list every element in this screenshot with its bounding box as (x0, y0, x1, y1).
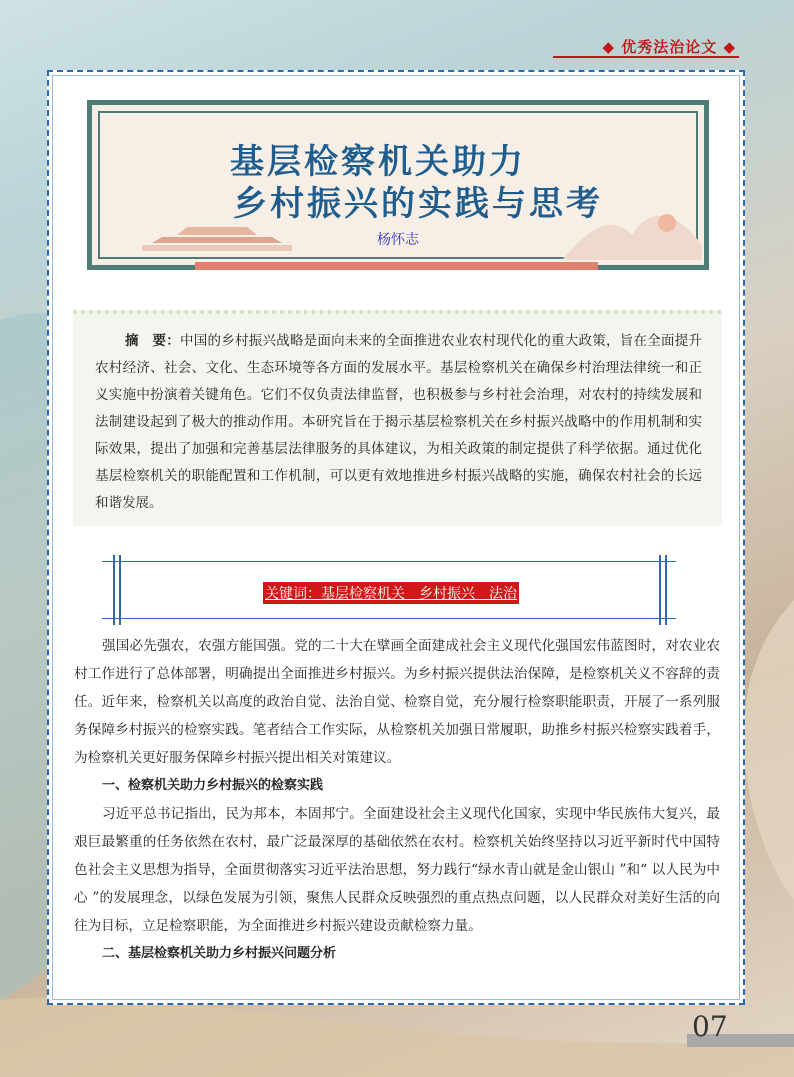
keywords-frame-left-bar (113, 555, 115, 625)
paragraph-2: 习近平总书记指出，民为邦本，本固邦宁。全面建设社会主义现代化国家，实现中华民族伟大复兴，最艰巨最繁重的任务依然在农村，最广泛最深厚的基础依然在农村。检察机关始终坚持以习近平新时代中国特色社会主义思想为指导，全面贯彻落实习近平法治思想，努力践行“绿水青山就是金山银山 ”和“ 以人民为中心 ”的发展理念，以绿色发展为引领，聚焦人民群众反映强烈的重点热点问题，以人民群众对美好生活的向往为目标，立足检察职能，为全面推进乡村振兴建设贡献检察力量。 (74, 806, 720, 934)
keywords-frame-right-bar-2 (665, 555, 667, 625)
abstract-text (95, 328, 702, 517)
keywords-frame-left-bar-2 (119, 555, 121, 625)
section-heading-2: 二、基层检察机关助力乡村振兴问题分析 (102, 946, 337, 961)
section-tag: ◆ 优秀法治论文 ◆ (602, 38, 736, 56)
article-title-line-2: 乡村振兴的实践与思考 (233, 184, 603, 224)
keywords: 关键词：基层检察机关 乡村振兴 法治 (263, 582, 519, 604)
article-body (74, 632, 720, 968)
paragraph-1: 强国必先强农，农强方能国强。党的二十大在擘画全面建成社会主义现代化强国宏伟蓝图时，对农业农村工作进行了总体部署，明确提出全面推进乡村振兴。为乡村振兴提供法治保障，是检察机关义不容辞的责任。近年来，检察机关以高度的政治自觉、法治自觉、检察自觉，充分履行检察职能职责，开展了一系列服务保障乡村振兴的检察实践。笔者结合工作实际，从检察机关加强日常履职，助推乡村振兴检察实践着手，为检察机关更好服务保障乡村振兴提出相关对策建议。 (74, 638, 720, 766)
title-frame-base (195, 262, 598, 270)
section-heading-1: 一、检察机关助力乡村振兴的检察实践 (102, 778, 324, 793)
header-divider (553, 56, 739, 58)
abstract-label: 摘 要： (125, 333, 180, 349)
abstract-body: 中国的乡村振兴战略是面向未来的全面推进农业农村现代化的重大政策，旨在全面提升农村经济、社会、文化、生态环境等各方面的发展水平。基层检察机关在确保乡村治理法律统一和正义实施中扮演着关键角色。它们不仅负责法律监督，也积极参与乡村社会治理，对农村的持续发展和法制建设起到了极大的推动作用。本研究旨在于揭示基层检察机关在乡村振兴战略中的作用机制和实际效果，提出了加强和完善基层法律服务的具体建议，为相关政策的制定提供了科学依据。通过优化基层检察机关的职能配置和工作机制，可以更有效地推进乡村振兴战略的实施，确保农村社会的长远和谐发展。 (95, 333, 703, 511)
article-title-line-1: 基层检察机关助力 (230, 142, 526, 182)
keywords-frame-right-bar (659, 555, 661, 625)
page-number: 07 (692, 1010, 728, 1043)
author-name: 杨怀志 (377, 232, 419, 248)
abstract-box (73, 310, 722, 526)
